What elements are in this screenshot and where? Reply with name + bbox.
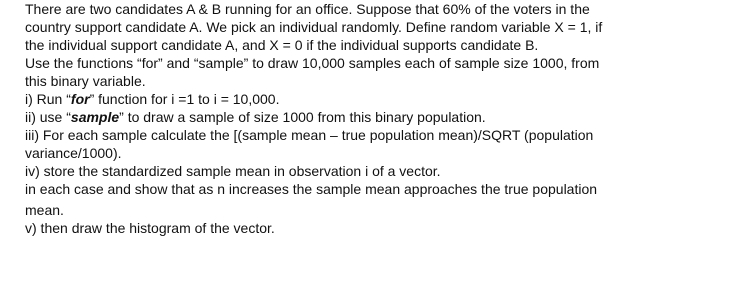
step-v: v) then draw the histogram of the vector. <box>25 220 275 236</box>
intro-line-1: There are two candidates A & B running for an office. Suppose that 60% of the voters in the <box>25 1 590 17</box>
intro-line-5: this binary variable. <box>25 73 146 89</box>
problem-text <box>25 0 725 237</box>
step-ii-prefix: ii) use “ <box>25 109 71 125</box>
step-ii-keyword: sample <box>70 109 120 125</box>
intro-line-2: country support candidate A. We pick an individual randomly. Define random variable X = 1, if <box>25 19 603 35</box>
step-ii-suffix: ” to draw a sample of size 1000 from this binary population. <box>119 109 486 125</box>
step-iv: iv) store the standardized sample mean in observation i of a vector. <box>25 163 441 179</box>
step-i-suffix: ” function for i =1 to i = 10,000. <box>89 91 280 107</box>
step-iii-line-2: variance/1000). <box>25 145 122 161</box>
step-ii <box>25 108 725 126</box>
note-line-2: mean. <box>25 202 64 218</box>
step-i-keyword: for <box>70 91 90 107</box>
step-i-prefix: i) Run “ <box>25 91 71 107</box>
intro-line-4: Use the functions “for” and “sample” to draw 10,000 samples each of sample size 1000, from <box>25 55 600 71</box>
intro-line-3: the individual support candidate A, and X = 0 if the individual supports candidate B. <box>25 37 539 53</box>
step-i <box>25 90 725 108</box>
step-iii-line-1: iii) For each sample calculate the [(sample mean – true population mean)/SQRT (population <box>25 127 594 143</box>
note-line-1: in each case and show that as n increases the sample mean approaches the true population <box>25 181 598 197</box>
